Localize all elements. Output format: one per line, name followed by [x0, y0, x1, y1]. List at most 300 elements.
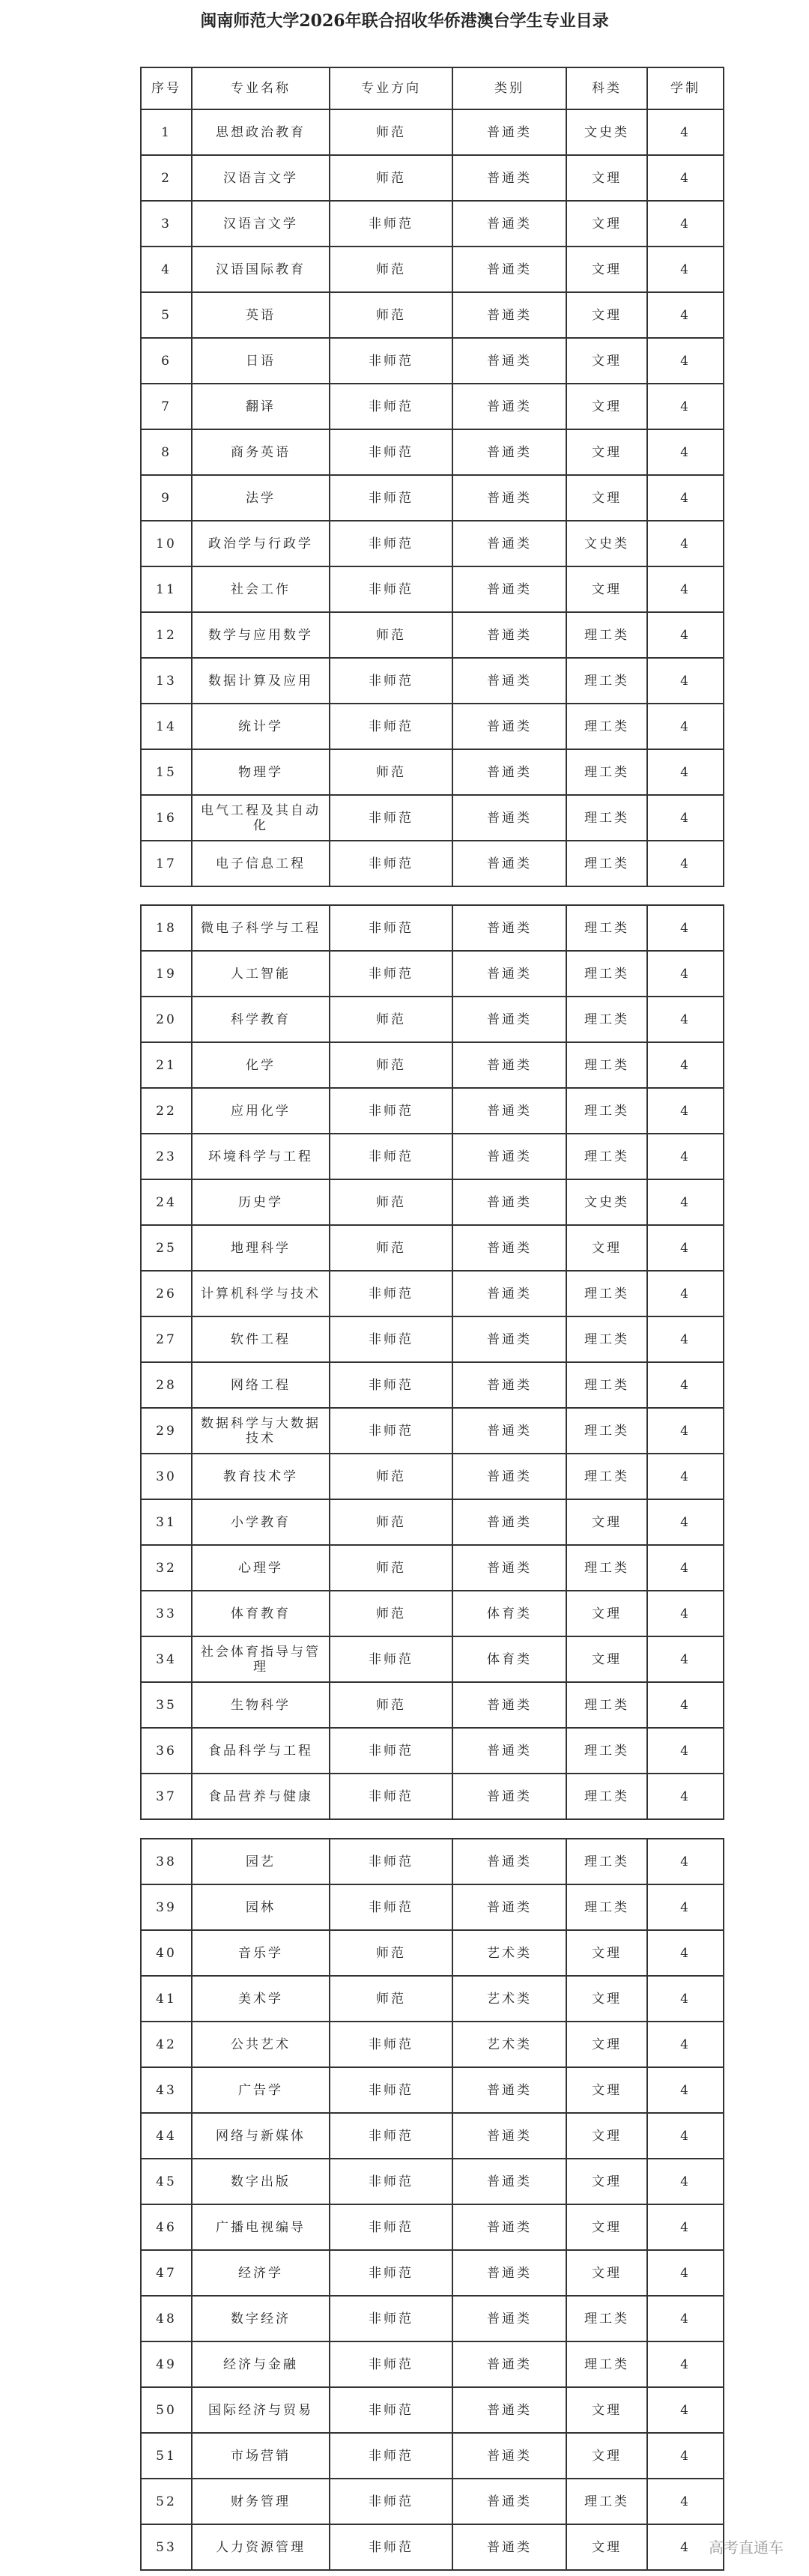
cell-index: 43 — [141, 2067, 192, 2113]
cell-duration: 4 — [647, 2433, 724, 2479]
cell-duration: 4 — [647, 905, 724, 951]
cell-duration: 4 — [647, 2113, 724, 2159]
cell-category: 普通类 — [452, 292, 566, 338]
cell-subject-type: 理工类 — [566, 1545, 647, 1591]
cell-duration: 4 — [647, 1774, 724, 1819]
major-table-part-1 — [140, 67, 724, 887]
cell-subject-type: 理工类 — [566, 1454, 647, 1499]
cell-direction: 师范 — [330, 997, 452, 1042]
watermark: 高考直通车 — [709, 2539, 784, 2557]
cell-major-name: 教育技术学 — [192, 1454, 330, 1499]
cell-direction: 师范 — [330, 1591, 452, 1636]
cell-duration: 4 — [647, 1408, 724, 1454]
cell-duration: 4 — [647, 1454, 724, 1499]
cell-index: 44 — [141, 2113, 192, 2159]
cell-subject-type: 文理 — [566, 1499, 647, 1545]
cell-duration: 4 — [647, 247, 724, 292]
cell-direction: 非师范 — [330, 429, 452, 475]
table-row — [141, 749, 724, 795]
cell-duration: 4 — [647, 1271, 724, 1316]
header-duration: 学制 — [647, 67, 724, 109]
cell-major-name: 音乐学 — [192, 1930, 330, 1976]
cell-direction: 非师范 — [330, 841, 452, 886]
cell-direction: 师范 — [330, 292, 452, 338]
major-table-part-3 — [140, 1838, 724, 2571]
cell-duration: 4 — [647, 1088, 724, 1134]
cell-subject-type: 文理 — [566, 338, 647, 384]
cell-subject-type: 理工类 — [566, 1362, 647, 1408]
table-row — [141, 338, 724, 384]
cell-category: 普通类 — [452, 1134, 566, 1179]
cell-category: 普通类 — [452, 566, 566, 612]
cell-duration: 4 — [647, 2159, 724, 2204]
cell-index: 19 — [141, 951, 192, 997]
cell-direction: 师范 — [330, 1682, 452, 1728]
cell-duration: 4 — [647, 1179, 724, 1225]
cell-direction: 非师范 — [330, 1088, 452, 1134]
table-row — [141, 2524, 724, 2570]
table-row — [141, 2341, 724, 2387]
cell-duration: 4 — [647, 2479, 724, 2524]
cell-category: 普通类 — [452, 1225, 566, 1271]
cell-duration: 4 — [647, 384, 724, 429]
cell-major-name: 电子信息工程 — [192, 841, 330, 886]
cell-direction: 非师范 — [330, 521, 452, 566]
cell-subject-type: 理工类 — [566, 1316, 647, 1362]
cell-subject-type: 文理 — [566, 1225, 647, 1271]
page-title: 闽南师范大学2026年联合招收华侨港澳台学生专业目录 — [200, 11, 609, 31]
cell-major-name: 地理科学 — [192, 1225, 330, 1271]
cell-direction: 师范 — [330, 1545, 452, 1591]
cell-direction: 非师范 — [330, 1839, 452, 1884]
cell-index: 23 — [141, 1134, 192, 1179]
table-row — [141, 201, 724, 247]
cell-duration: 4 — [647, 338, 724, 384]
cell-index: 37 — [141, 1774, 192, 1819]
cell-category: 普通类 — [452, 429, 566, 475]
cell-major-name: 美术学 — [192, 1976, 330, 2022]
cell-direction: 师范 — [330, 1179, 452, 1225]
table-header-row — [141, 67, 724, 109]
cell-major-name: 数字经济 — [192, 2296, 330, 2341]
table-row — [141, 1545, 724, 1591]
cell-index: 28 — [141, 1362, 192, 1408]
cell-duration: 4 — [647, 1134, 724, 1179]
cell-subject-type: 理工类 — [566, 1042, 647, 1088]
cell-direction: 非师范 — [330, 704, 452, 749]
cell-duration: 4 — [647, 704, 724, 749]
cell-major-name: 广告学 — [192, 2067, 330, 2113]
cell-index: 5 — [141, 292, 192, 338]
table-row — [141, 2022, 724, 2067]
cell-major-name: 历史学 — [192, 1179, 330, 1225]
table-row — [141, 658, 724, 704]
cell-index: 21 — [141, 1042, 192, 1088]
cell-major-name: 小学教育 — [192, 1499, 330, 1545]
cell-subject-type: 理工类 — [566, 795, 647, 841]
cell-category: 普通类 — [452, 1316, 566, 1362]
cell-major-name: 计算机科学与技术 — [192, 1271, 330, 1316]
cell-major-name: 广播电视编导 — [192, 2204, 330, 2250]
cell-duration: 4 — [647, 1682, 724, 1728]
cell-direction: 非师范 — [330, 2387, 452, 2433]
cell-index: 15 — [141, 749, 192, 795]
cell-subject-type: 文理 — [566, 1591, 647, 1636]
cell-subject-type: 理工类 — [566, 2479, 647, 2524]
cell-subject-type: 理工类 — [566, 905, 647, 951]
cell-major-name: 汉语言文学 — [192, 155, 330, 201]
cell-major-name: 数字出版 — [192, 2159, 330, 2204]
cell-duration: 4 — [647, 2341, 724, 2387]
cell-duration: 4 — [647, 1884, 724, 1930]
cell-major-name: 电气工程及其自动化 — [192, 795, 330, 841]
cell-duration: 4 — [647, 1930, 724, 1976]
cell-index: 13 — [141, 658, 192, 704]
cell-direction: 非师范 — [330, 475, 452, 521]
cell-category: 普通类 — [452, 2296, 566, 2341]
cell-direction: 非师范 — [330, 2022, 452, 2067]
cell-subject-type: 理工类 — [566, 1134, 647, 1179]
cell-index: 42 — [141, 2022, 192, 2067]
table-row — [141, 1362, 724, 1408]
cell-direction: 师范 — [330, 1225, 452, 1271]
table-row — [141, 292, 724, 338]
table-row — [141, 841, 724, 886]
cell-subject-type: 文理 — [566, 201, 647, 247]
table-row — [141, 1839, 724, 1884]
table-row — [141, 2204, 724, 2250]
cell-duration: 4 — [647, 201, 724, 247]
cell-subject-type: 理工类 — [566, 1774, 647, 1819]
cell-duration: 4 — [647, 1839, 724, 1884]
cell-direction: 非师范 — [330, 2113, 452, 2159]
cell-index: 1 — [141, 109, 192, 155]
cell-major-name: 园艺 — [192, 1839, 330, 1884]
cell-category: 普通类 — [452, 1408, 566, 1454]
cell-duration: 4 — [647, 521, 724, 566]
cell-index: 33 — [141, 1591, 192, 1636]
cell-major-name: 生物科学 — [192, 1682, 330, 1728]
cell-direction: 师范 — [330, 155, 452, 201]
cell-direction: 非师范 — [330, 1728, 452, 1774]
cell-duration: 4 — [647, 475, 724, 521]
header-direction: 专业方向 — [330, 67, 452, 109]
cell-direction: 非师范 — [330, 951, 452, 997]
cell-major-name: 思想政治教育 — [192, 109, 330, 155]
table-row — [141, 566, 724, 612]
cell-major-name: 软件工程 — [192, 1316, 330, 1362]
cell-major-name: 体育教育 — [192, 1591, 330, 1636]
table-row — [141, 795, 724, 841]
cell-index: 38 — [141, 1839, 192, 1884]
cell-duration: 4 — [647, 1362, 724, 1408]
cell-subject-type: 理工类 — [566, 658, 647, 704]
cell-index: 25 — [141, 1225, 192, 1271]
table-row — [141, 704, 724, 749]
cell-duration: 4 — [647, 841, 724, 886]
cell-duration: 4 — [647, 2022, 724, 2067]
cell-index: 16 — [141, 795, 192, 841]
cell-direction: 非师范 — [330, 1884, 452, 1930]
table-row — [141, 1271, 724, 1316]
cell-index: 32 — [141, 1545, 192, 1591]
cell-direction: 非师范 — [330, 2341, 452, 2387]
cell-category: 普通类 — [452, 2113, 566, 2159]
cell-index: 22 — [141, 1088, 192, 1134]
cell-subject-type: 文理 — [566, 2022, 647, 2067]
cell-direction: 非师范 — [330, 1271, 452, 1316]
cell-category: 体育类 — [452, 1636, 566, 1682]
cell-major-name: 市场营销 — [192, 2433, 330, 2479]
table-row — [141, 1225, 724, 1271]
cell-major-name: 应用化学 — [192, 1088, 330, 1134]
cell-major-name: 网络工程 — [192, 1362, 330, 1408]
cell-index: 20 — [141, 997, 192, 1042]
cell-direction: 非师范 — [330, 2250, 452, 2296]
cell-major-name: 物理学 — [192, 749, 330, 795]
cell-category: 普通类 — [452, 951, 566, 997]
cell-index: 51 — [141, 2433, 192, 2479]
table-row — [141, 1134, 724, 1179]
table-row — [141, 1042, 724, 1088]
cell-duration: 4 — [647, 795, 724, 841]
table-row — [141, 2387, 724, 2433]
table-row — [141, 475, 724, 521]
major-table-part-2 — [140, 904, 724, 1820]
cell-major-name: 人工智能 — [192, 951, 330, 997]
cell-category: 艺术类 — [452, 1976, 566, 2022]
cell-duration: 4 — [647, 1042, 724, 1088]
cell-category: 普通类 — [452, 2524, 566, 2570]
cell-category: 普通类 — [452, 1728, 566, 1774]
cell-subject-type: 理工类 — [566, 2296, 647, 2341]
cell-index: 3 — [141, 201, 192, 247]
cell-duration: 4 — [647, 2204, 724, 2250]
cell-category: 普通类 — [452, 384, 566, 429]
cell-subject-type: 文理 — [566, 2159, 647, 2204]
table-row — [141, 521, 724, 566]
cell-index: 10 — [141, 521, 192, 566]
cell-subject-type: 理工类 — [566, 1682, 647, 1728]
cell-major-name: 化学 — [192, 1042, 330, 1088]
table-row — [141, 384, 724, 429]
cell-direction: 非师范 — [330, 2433, 452, 2479]
cell-duration: 4 — [647, 2387, 724, 2433]
cell-major-name: 国际经济与贸易 — [192, 2387, 330, 2433]
cell-category: 普通类 — [452, 997, 566, 1042]
cell-index: 49 — [141, 2341, 192, 2387]
table-row — [141, 1930, 724, 1976]
cell-duration: 4 — [647, 1499, 724, 1545]
cell-duration: 4 — [647, 1316, 724, 1362]
cell-major-name: 心理学 — [192, 1545, 330, 1591]
cell-subject-type: 文理 — [566, 384, 647, 429]
cell-category: 普通类 — [452, 1179, 566, 1225]
cell-category: 普通类 — [452, 475, 566, 521]
cell-category: 普通类 — [452, 749, 566, 795]
header-category: 类别 — [452, 67, 566, 109]
cell-category: 艺术类 — [452, 1930, 566, 1976]
cell-direction: 非师范 — [330, 905, 452, 951]
header-subject-type: 科类 — [566, 67, 647, 109]
cell-index: 34 — [141, 1636, 192, 1682]
cell-index: 11 — [141, 566, 192, 612]
cell-direction: 非师范 — [330, 1134, 452, 1179]
table-row — [141, 1499, 724, 1545]
cell-subject-type: 文史类 — [566, 109, 647, 155]
cell-index: 39 — [141, 1884, 192, 1930]
cell-index: 48 — [141, 2296, 192, 2341]
table-row — [141, 1682, 724, 1728]
cell-subject-type: 文理 — [566, 2113, 647, 2159]
cell-category: 普通类 — [452, 338, 566, 384]
cell-subject-type: 理工类 — [566, 1839, 647, 1884]
cell-direction: 非师范 — [330, 2204, 452, 2250]
cell-category: 普通类 — [452, 2250, 566, 2296]
cell-category: 体育类 — [452, 1591, 566, 1636]
cell-category: 普通类 — [452, 612, 566, 658]
cell-index: 47 — [141, 2250, 192, 2296]
cell-duration: 4 — [647, 566, 724, 612]
cell-subject-type: 文理 — [566, 566, 647, 612]
cell-direction: 非师范 — [330, 2159, 452, 2204]
cell-major-name: 数学与应用数学 — [192, 612, 330, 658]
table-row — [141, 2250, 724, 2296]
table-row — [141, 1088, 724, 1134]
cell-subject-type: 文史类 — [566, 1179, 647, 1225]
cell-major-name: 环境科学与工程 — [192, 1134, 330, 1179]
cell-major-name: 汉语国际教育 — [192, 247, 330, 292]
cell-category: 普通类 — [452, 2067, 566, 2113]
cell-category: 普通类 — [452, 1454, 566, 1499]
cell-direction: 非师范 — [330, 795, 452, 841]
cell-direction: 师范 — [330, 1499, 452, 1545]
cell-subject-type: 理工类 — [566, 1088, 647, 1134]
cell-category: 普通类 — [452, 2387, 566, 2433]
cell-major-name: 数据科学与大数据技术 — [192, 1408, 330, 1454]
cell-duration: 4 — [647, 429, 724, 475]
cell-index: 27 — [141, 1316, 192, 1362]
cell-category: 普通类 — [452, 1362, 566, 1408]
cell-category: 普通类 — [452, 1774, 566, 1819]
table-row — [141, 2159, 724, 2204]
cell-major-name: 英语 — [192, 292, 330, 338]
cell-major-name: 数据计算及应用 — [192, 658, 330, 704]
table-row — [141, 2479, 724, 2524]
cell-index: 17 — [141, 841, 192, 886]
cell-category: 普通类 — [452, 1499, 566, 1545]
cell-major-name: 汉语言文学 — [192, 201, 330, 247]
cell-major-name: 网络与新媒体 — [192, 2113, 330, 2159]
table-row — [141, 612, 724, 658]
table-row — [141, 1408, 724, 1454]
cell-category: 普通类 — [452, 521, 566, 566]
table-row — [141, 1179, 724, 1225]
cell-major-name: 财务管理 — [192, 2479, 330, 2524]
cell-major-name: 人力资源管理 — [192, 2524, 330, 2570]
cell-index: 46 — [141, 2204, 192, 2250]
cell-category: 普通类 — [452, 1271, 566, 1316]
cell-subject-type: 理工类 — [566, 704, 647, 749]
cell-subject-type: 文理 — [566, 2524, 647, 2570]
cell-major-name: 翻译 — [192, 384, 330, 429]
cell-duration: 4 — [647, 749, 724, 795]
cell-category: 普通类 — [452, 109, 566, 155]
cell-category: 普通类 — [452, 1839, 566, 1884]
cell-direction: 师范 — [330, 612, 452, 658]
cell-index: 4 — [141, 247, 192, 292]
cell-index: 52 — [141, 2479, 192, 2524]
cell-category: 普通类 — [452, 841, 566, 886]
cell-index: 2 — [141, 155, 192, 201]
cell-major-name: 园林 — [192, 1884, 330, 1930]
cell-subject-type: 文理 — [566, 2387, 647, 2433]
cell-major-name: 社会体育指导与管理 — [192, 1636, 330, 1682]
cell-category: 普通类 — [452, 1088, 566, 1134]
table-row — [141, 997, 724, 1042]
cell-duration: 4 — [647, 1591, 724, 1636]
cell-index: 53 — [141, 2524, 192, 2570]
cell-subject-type: 理工类 — [566, 997, 647, 1042]
cell-major-name: 日语 — [192, 338, 330, 384]
cell-direction: 非师范 — [330, 1362, 452, 1408]
cell-subject-type: 文理 — [566, 1976, 647, 2022]
cell-duration: 4 — [647, 292, 724, 338]
cell-index: 9 — [141, 475, 192, 521]
cell-subject-type: 理工类 — [566, 1408, 647, 1454]
cell-duration: 4 — [647, 1728, 724, 1774]
cell-index: 29 — [141, 1408, 192, 1454]
cell-index: 26 — [141, 1271, 192, 1316]
cell-duration: 4 — [647, 612, 724, 658]
cell-direction: 非师范 — [330, 1774, 452, 1819]
cell-subject-type: 文理 — [566, 155, 647, 201]
cell-subject-type: 理工类 — [566, 612, 647, 658]
table-row — [141, 2433, 724, 2479]
cell-direction: 非师范 — [330, 1316, 452, 1362]
cell-direction: 非师范 — [330, 2067, 452, 2113]
cell-subject-type: 理工类 — [566, 1271, 647, 1316]
table-row — [141, 1728, 724, 1774]
cell-subject-type: 文理 — [566, 1636, 647, 1682]
cell-index: 36 — [141, 1728, 192, 1774]
cell-duration: 4 — [647, 2067, 724, 2113]
cell-direction: 师范 — [330, 1042, 452, 1088]
cell-major-name: 统计学 — [192, 704, 330, 749]
cell-duration: 4 — [647, 155, 724, 201]
cell-category: 普通类 — [452, 658, 566, 704]
cell-index: 35 — [141, 1682, 192, 1728]
cell-category: 普通类 — [452, 247, 566, 292]
cell-direction: 师范 — [330, 1976, 452, 2022]
cell-major-name: 食品科学与工程 — [192, 1728, 330, 1774]
cell-subject-type: 文理 — [566, 429, 647, 475]
cell-subject-type: 文理 — [566, 2433, 647, 2479]
cell-category: 普通类 — [452, 2433, 566, 2479]
cell-index: 40 — [141, 1930, 192, 1976]
table-row — [141, 1316, 724, 1362]
cell-major-name: 法学 — [192, 475, 330, 521]
table-row — [141, 2296, 724, 2341]
cell-subject-type: 文理 — [566, 475, 647, 521]
cell-category: 普通类 — [452, 1545, 566, 1591]
table-row — [141, 247, 724, 292]
cell-duration: 4 — [647, 1636, 724, 1682]
cell-subject-type: 文理 — [566, 292, 647, 338]
cell-duration: 4 — [647, 1225, 724, 1271]
cell-duration: 4 — [647, 1976, 724, 2022]
cell-subject-type: 理工类 — [566, 841, 647, 886]
